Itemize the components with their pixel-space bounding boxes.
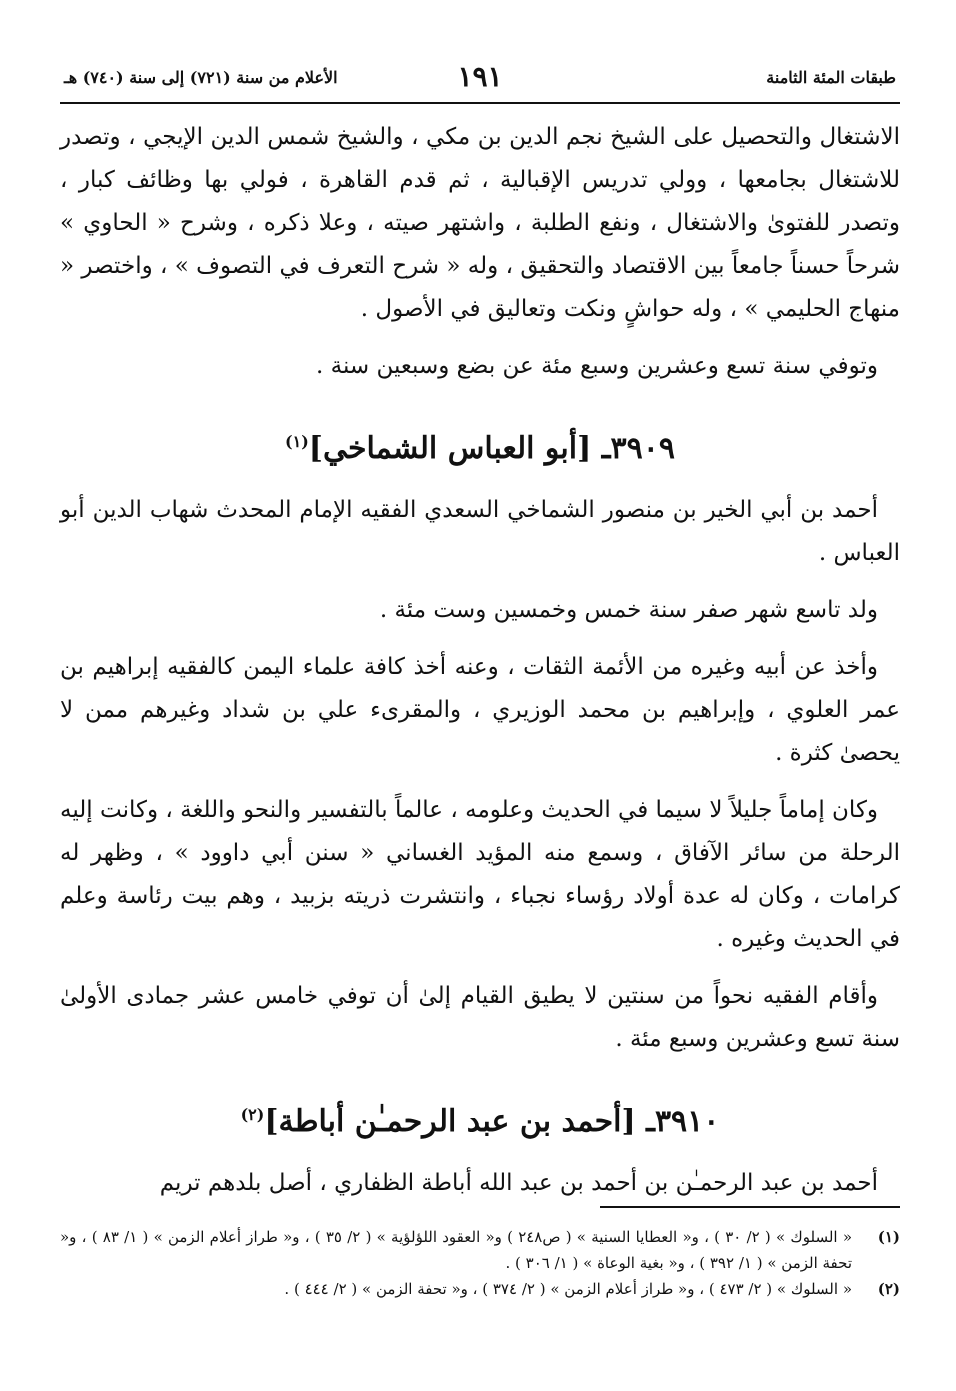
entry-3909-paragraph: ولد تاسع شهر صفر سنة خمس وخمسين وست مئة . <box>379 597 878 623</box>
footnotes <box>60 1224 900 1302</box>
page-body <box>60 116 900 1205</box>
entry-3909-paragraph: أحمد بن أبي الخير بن منصور الشماخي السعدي الفقيه الإمام المحدث شهاب الدين أبو العباس . <box>60 497 900 566</box>
footnote-ref-1: (١) <box>285 432 309 451</box>
footnote-item <box>60 1224 900 1276</box>
entry-3909-paragraph: وكان إماماً جليلاً لا سيما في الحديث وعلومه ، عالماً بالتفسير والنحو واللغة ، وكانت إليه الرحلة من سائر الآفاق ، وسمع منه المؤيد الغساني « سنن أبي داوود » ، وظهر له كرامات ، وكان له عدة أولاد رؤساء نجباء ، وانتشرت ذريته بزبيد ، وهم بيت رئاسة وعلم في الحديث وغيره . <box>60 797 900 952</box>
footnote-text: « السلوك » ( ٢/ ٣٠ ) ، و« العطايا السنية » ( ص٢٤٨ ) و« العقود اللؤلؤية » ( ٢/ ٣٥ ) ، و« طراز أعلام الزمن » ( ١/ ٨٣ ) ، و« تحفة الزمن » ( ١/ ٣٩٢ ) ، و« بغية الوعاة » ( ١/ ٣٠٦ ) . <box>60 1228 852 1272</box>
footnote-ref-2: (٢) <box>240 1105 265 1124</box>
footnote-text: « السلوك » ( ٢/ ٤٧٣ ) ، و« طراز أعلام الزمن » ( ٢/ ٣٧٤ ) ، و« تحفة الزمن » ( ٢/ ٤٤٤ ) . <box>284 1280 852 1298</box>
intro-paragraph: الاشتغال والتحصيل على الشيخ نجم الدين بن مكي ، والشيخ شمس الدين الإيجي ، وتصدر للاشتغال بجامعها ، وولي تدريس الإقبالية ، ثم قدم القاهرة ، فولي بها وظائف كبار ، وتصدر للفتوىٰ والاشتغال ، ونفع الطلبة ، واشتهر صيته ، وعلا ذكره ، وشرح « الحاوي » شرحاً حسناً جامعاً بين الاقتصاد والتحقيق ، وله « شرح التعرف في التصوف » ، واختصر « منهاج الحليمي » ، وله حواشٍ ونكت وتعاليق في الأصول . <box>60 124 900 322</box>
header-section-title: طبقات المئة الثامنة <box>766 68 896 87</box>
entry-heading-3910 <box>60 1095 900 1142</box>
entry-title-3910: ٣٩١٠ـ [أحمد بن عبد الرحمـٰن أباطة] <box>264 1104 720 1139</box>
entry-title-3909: ٣٩٠٩ـ [أبو العباس الشماخي] <box>308 431 675 466</box>
footnote-number: (١) <box>877 1228 900 1246</box>
footnote-number: (٢) <box>877 1280 900 1298</box>
book-page <box>60 58 900 1358</box>
entry-heading-3909 <box>60 422 900 469</box>
page-number: ١٩١ <box>457 60 503 93</box>
entry-3909-paragraph: وأخذ عن أبيه وغيره من الأئمة الثقات ، وعنه أخذ كافة علماء اليمن كالفقيه إبراهيم بن عمر العلوي ، وإبراهيم بن محمد الوزيري ، والمقرىء علي بن شداد وغيرهم ممن لا يحصىٰ كثرة . <box>60 654 900 766</box>
running-header <box>60 58 900 104</box>
footnote-item <box>60 1276 900 1302</box>
entry-3909-paragraph: وأقام الفقيه نحواً من سنتين لا يطيق القيام إلىٰ أن توفي خامس عشر جمادى الأولىٰ سنة تسع وعشرين وسبع مئة . <box>60 983 900 1052</box>
entry-3910-paragraph: أحمد بن عبد الرحمـٰن بن أحمد بن عبد الله أباطة الظفاري ، أصل بلدهم تريم <box>159 1170 878 1196</box>
intro-death-paragraph: وتوفي سنة تسع وعشرين وسبع مئة عن بضع وسبعين سنة . <box>315 353 878 379</box>
footnote-separator <box>600 1206 900 1208</box>
header-year-range: الأعلام من سنة (٧٢١) إلى سنة (٧٤٠) هـ <box>64 68 338 87</box>
